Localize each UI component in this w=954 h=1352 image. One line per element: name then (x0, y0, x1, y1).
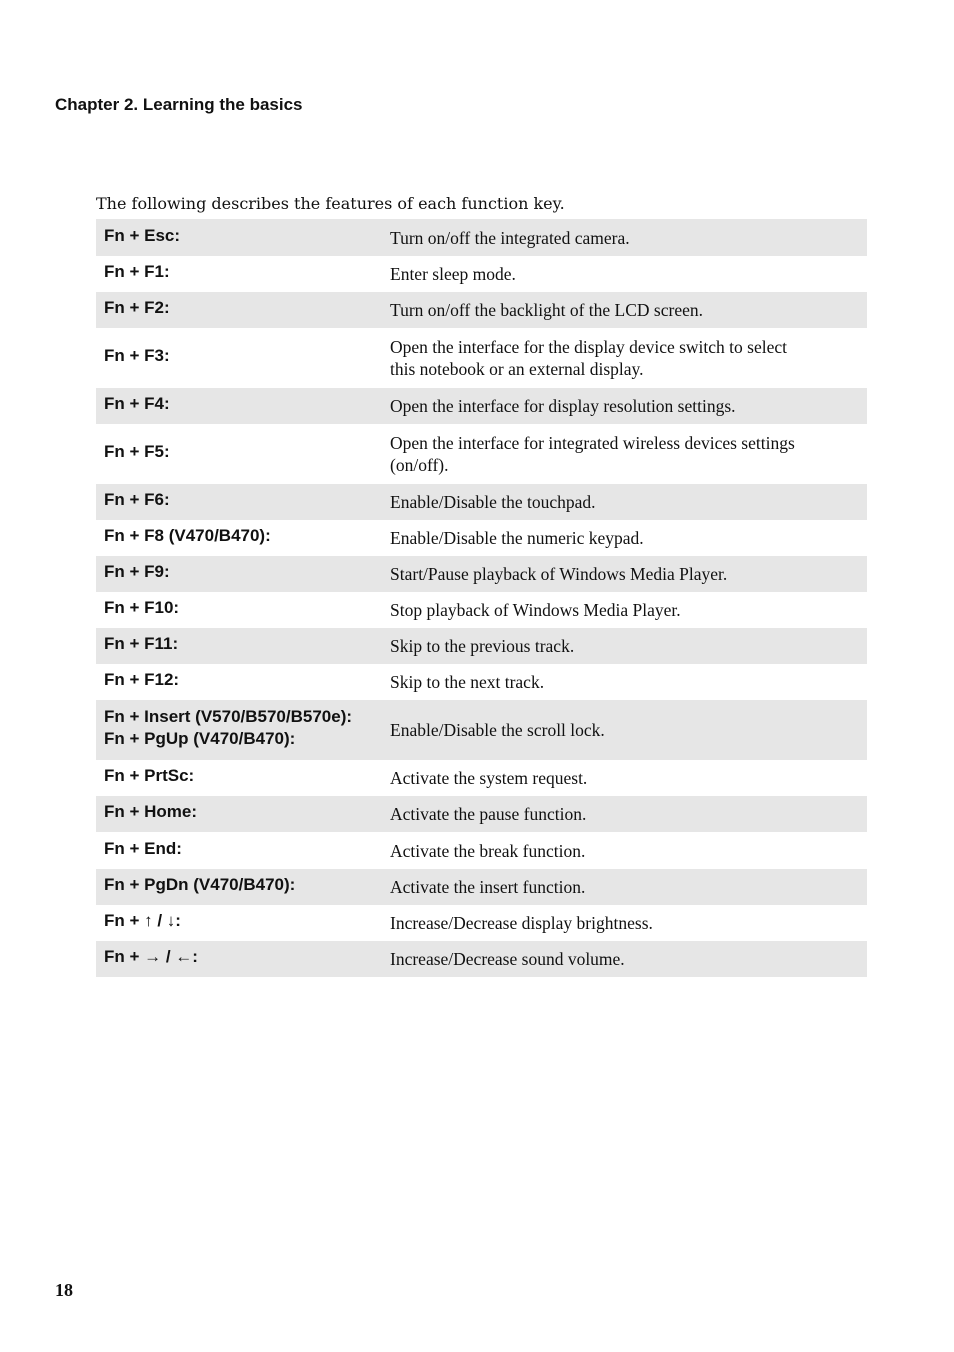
key-description: Enable/Disable the numeric keypad. (390, 528, 644, 548)
description-line: this notebook or an external display. (390, 359, 644, 379)
key-description: Activate the insert function. (382, 869, 867, 905)
key-combo: Fn + F10: (104, 598, 180, 617)
key-combo: Fn + PrtSc: (104, 766, 195, 785)
page-number: 18 (55, 1280, 73, 1300)
key-combo: Fn + F11: (96, 628, 382, 664)
description-line: Open the interface for integrated wireless devices settings (390, 433, 795, 453)
key-description (382, 328, 867, 388)
table-row (96, 256, 867, 292)
key-combo: Fn + F3: (104, 346, 170, 365)
table-row (96, 328, 867, 388)
key-combo: Fn + Home: (96, 796, 382, 832)
table-row (96, 592, 867, 628)
key-description: Enable/Disable the scroll lock. (382, 700, 867, 760)
table-row (96, 869, 867, 905)
table-row (96, 628, 867, 664)
key-combo: Fn + F1: (104, 262, 170, 281)
key-combo: Fn + ↑ / ↓: (104, 911, 181, 930)
key-description (382, 424, 867, 484)
key-description: Turn on/off the integrated camera. (382, 219, 867, 256)
chapter-title: Chapter 2. Learning the basics (55, 95, 303, 114)
key-description: Turn on/off the backlight of the LCD screen. (382, 292, 867, 328)
key-combo-line: Fn + Insert (V570/B570/B570e): (104, 707, 353, 726)
table-row (96, 388, 867, 424)
key-combo: Fn + End: (104, 838, 182, 858)
table-row (96, 760, 867, 796)
table-row (96, 219, 867, 256)
key-combo-line: Fn + PgUp (V470/B470): (104, 729, 296, 748)
table-row (96, 520, 867, 556)
key-description: Enable/Disable the touchpad. (382, 484, 867, 520)
key-description: Activate the pause function. (382, 796, 867, 832)
key-description: Skip to the next track. (390, 672, 545, 692)
key-combo: Fn + F12: (104, 670, 180, 689)
key-combo: Fn + F4: (96, 388, 382, 424)
table-row (96, 292, 867, 328)
key-description: Enter sleep mode. (390, 264, 516, 284)
table-row (96, 664, 867, 700)
key-combo: Fn + PgDn (V470/B470): (96, 869, 382, 905)
key-combo: Fn + → / ←: (96, 941, 382, 977)
table-row (96, 556, 867, 592)
key-description: Increase/Decrease sound volume. (382, 941, 867, 977)
function-key-table (96, 219, 867, 977)
table-row (96, 484, 867, 520)
key-combo: Fn + F2: (96, 292, 382, 328)
table-row (96, 905, 867, 941)
key-description: Stop playback of Windows Media Player. (390, 600, 681, 620)
description-line: Open the interface for the display device switch to select (390, 337, 787, 357)
table-row (96, 796, 867, 832)
key-description: Increase/Decrease display brightness. (390, 913, 653, 933)
key-description: Activate the break function. (390, 840, 586, 861)
table-row (96, 424, 867, 484)
key-combo: Fn + F5: (104, 442, 170, 461)
key-description: Skip to the previous track. (382, 628, 867, 664)
key-combo: Fn + F9: (96, 556, 382, 592)
table-row (96, 941, 867, 977)
key-combo (96, 700, 382, 760)
table-row (96, 832, 867, 869)
key-description: Activate the system request. (390, 768, 588, 788)
key-combo: Fn + F6: (96, 484, 382, 520)
key-description: Start/Pause playback of Windows Media Player. (382, 556, 867, 592)
intro-text: The following describes the features of each function key. (96, 194, 565, 213)
key-description: Open the interface for display resolution settings. (382, 388, 867, 424)
description-line: (on/off). (390, 455, 449, 475)
key-combo: Fn + Esc: (96, 219, 382, 256)
table-row (96, 700, 867, 760)
key-combo: Fn + F8 (V470/B470): (104, 526, 271, 545)
